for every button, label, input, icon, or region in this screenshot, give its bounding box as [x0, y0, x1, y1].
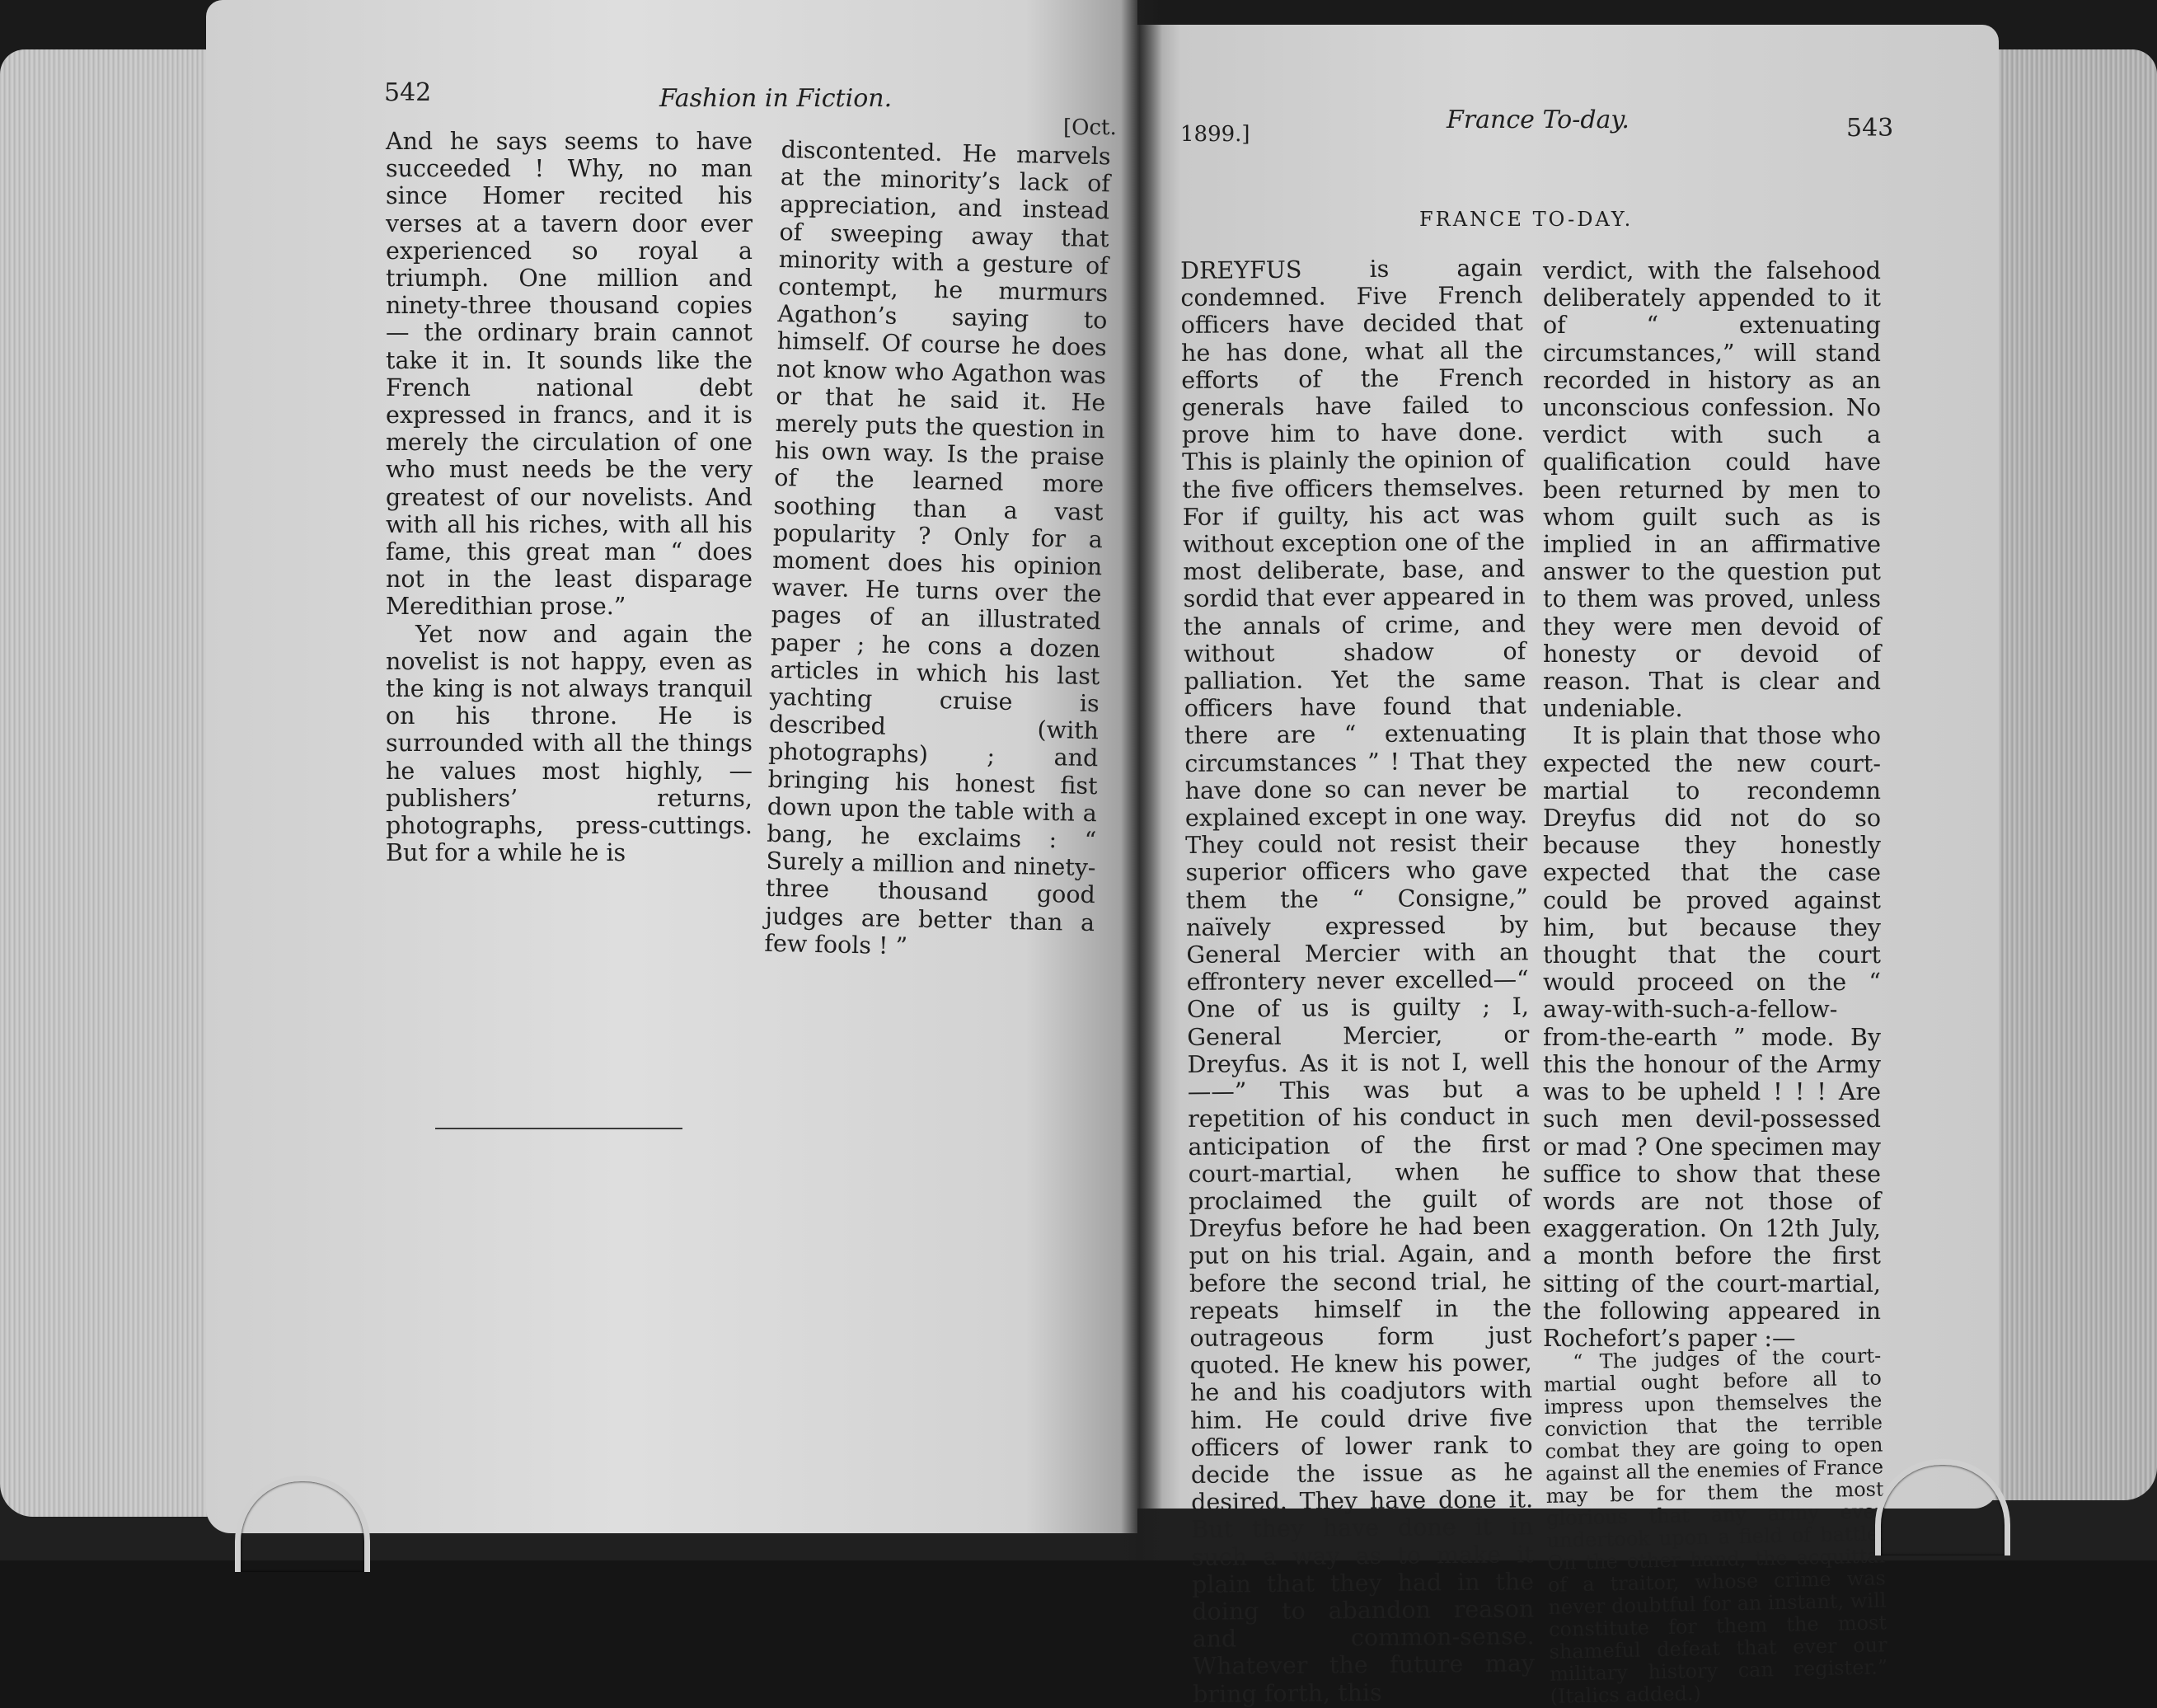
book-gutter — [1121, 0, 1162, 1560]
rochefort-quote: “ The judges of the court-martial ought before all to impress upon themselves the conviction that the terrible combat they are going to open against all the enemies of France may be for them the most glorious that any army ever undertook upon a field of battle. On the other hand, the acquittal of a traitor, whose crime was never doubtful for an instant, will constitute for them the most shameful defeat that ever our military history can register.” (Italics added.) — [1543, 1344, 1888, 1708]
right-folio: 543 — [1846, 114, 1894, 143]
right-page-edges — [1992, 49, 2157, 1500]
left-col1-para-1: And he says seems to have succeeded ! Why, no man since Homer recited his verses at a tavern door ever experienced so royal a triumph. One million and ninety-three thousand copies — the ordinary brain cannot take it in. It sounds like the French national debt expressed in francs, and it is merely the circulation of one who must needs be the very greatest of our novelists. And with all his riches, with all his fame, this great man “ does not in the least disparage Meredithian prose.” — [386, 128, 753, 621]
left-page — [206, 0, 1137, 1533]
left-date-mark: [Oct. — [1063, 115, 1117, 140]
left-running-head: Fashion in Fiction. — [659, 84, 893, 113]
left-column-1 — [386, 128, 753, 866]
right-date-mark: 1899.] — [1180, 122, 1250, 147]
right-column-1 — [1180, 254, 1535, 1707]
right-col2-para-2: It is plain that those who expected the new court-martial to recondemn Dreyfus did not do so because they honestly expected that the case could be proved against him, but because they thought that the court would proceed on the “ away-with-such-a-fellow-from-the-earth ” mode. By this the honour of the Army was to be upheld ! ! ! Are such men devil-possessed or mad ? One specimen may suffice to show that these words are not those of exaggeration. On 12th July, a month before the first sitting of the court-martial, the following appeared in Rochefort’s paper :— — [1543, 722, 1881, 1352]
right-column-2 — [1543, 257, 1888, 1708]
right-page — [1137, 25, 1999, 1708]
right-col2-para-1: verdict, with the falsehood deliberately appended to it of “ extenuating circumstances,” will stand recorded in history as an unconscious confession. No verdict with such a qualification could have been returned by men to whom guilt such as is implied in an affirmative answer to the question put to them was proved, unless they were men devoid of honesty or devoid of reason. That is clear and undeniable. — [1543, 257, 1881, 723]
article-title: FRANCE TO-DAY. — [1419, 208, 1634, 231]
left-col1-para-2: Yet now and again the novelist is not happy, even as the king is not always tranquil on his throne. He is surrounded with all the things he values most highly, — publishers’ returns, photographs, press-cuttings. But for a while he is — [386, 620, 753, 867]
left-folio: 542 — [384, 78, 432, 107]
left-column-2 — [764, 136, 1111, 964]
right-running-head: France To-day. — [1447, 106, 1629, 134]
end-rule — [435, 1128, 682, 1129]
left-col2-para-1: discontented. He marvels at the minority’s lack of appreciation, and instead of sweeping away that minority with a gesture of contempt, he murmurs Agathon’s saying to himself. Of course he does not know who Agathon was or that he said it. He merely puts the question in his own way. Is the praise of the learned more soothing than a vast popularity ? Only for a moment does his opinion waver. He turns over the pages of an illustrated paper ; he cons a dozen articles in which his last yachting cruise is described (with photographs) ; and bringing his honest fist down upon the table with a bang, he exclaims : “ Surely a million and ninety-three thousand good judges are better than a few fools ! ” — [764, 136, 1111, 960]
right-col1-para-1: DREYFUS is again condemned. Five French officers have decided that he has done, what all the efforts of the French generals have failed to prove him to have done. This is plainly the opinion of the five officers themselves. For if guilty, his act was without exception one of the most deliberate, base, and sordid that ever appeared in the annals of crime, and without shadow of palliation. Yet the same officers have found that there are “ extenuating circumstances ” ! That they have done so can never be explained except in one way. They could not resist their superior officers who gave them the “ Consigne,” naïvely expressed by General Mercier with an effrontery never excelled—“ One of us is guilty ; I, General Mercier, or Dreyfus. As it is not I, well——” This was but a repetition of his conduct in anticipation of the first court-martial, when he proclaimed the guilt of Dreyfus before he had been put on his trial. Again, and before the second trial, he repeats himself in the outrageous form just quoted. He knew his power, he and his coadjutors with him. He could drive five officers of lower rank to decide the issue as he desired. They have done it. But they have done it in such a way as to make it plain that they had in the doing to abandon reason and common-sense. Whatever the future may bring forth, this — [1180, 254, 1536, 1708]
